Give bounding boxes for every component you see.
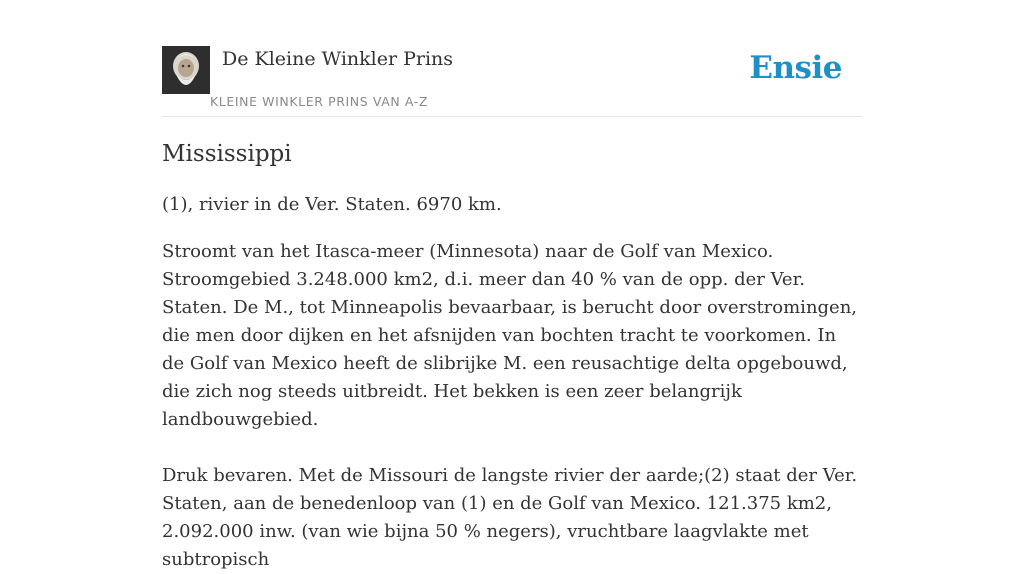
article-lead: (1), rivier in de Ver. Staten. 6970 km. xyxy=(162,194,502,215)
source-name-link[interactable]: De Kleine Winkler Prins xyxy=(222,48,454,70)
article-body: Stroomt van het Itasca-meer (Minnesota) naar de Golf van Mexico. Stroomgebied 3.248.000 km2, d.i. meer dan 40 % van de opp. der Ver. Staten. De M., tot Minneapolis bevaarbaar, is berucht door overstromingen, die men door dijken en het afsnijden van bochten tracht te voorkomen. In de Golf van Mexico heeft de slibrijke M. een reusachtige delta opgebouwd, die zich nog steeds uitbreidt. Het bekken is een zeer belangrijk landbouwgebied. Druk bevaren. Met de Missouri de langste rivier der aarde;(2) staat der Ver. Staten, aan de benedenloop van (1) en de Golf van Mexico. 121.375 km2, 2.092.000 inw. (van wie bijna 50 % negers), vruchtbare laagvlakte met subtropisch xyxy=(162,241,858,570)
bearded-man-portrait-icon xyxy=(162,46,210,94)
article-content xyxy=(162,138,862,574)
article-header xyxy=(162,46,862,117)
page-title: Mississippi xyxy=(162,141,292,167)
ensie-logo-link[interactable]: Ensie xyxy=(749,50,842,86)
source-subtitle: KLEINE WINKLER PRINS VAN A-Z xyxy=(210,94,429,109)
author-avatar-icon[interactable] xyxy=(162,46,210,94)
